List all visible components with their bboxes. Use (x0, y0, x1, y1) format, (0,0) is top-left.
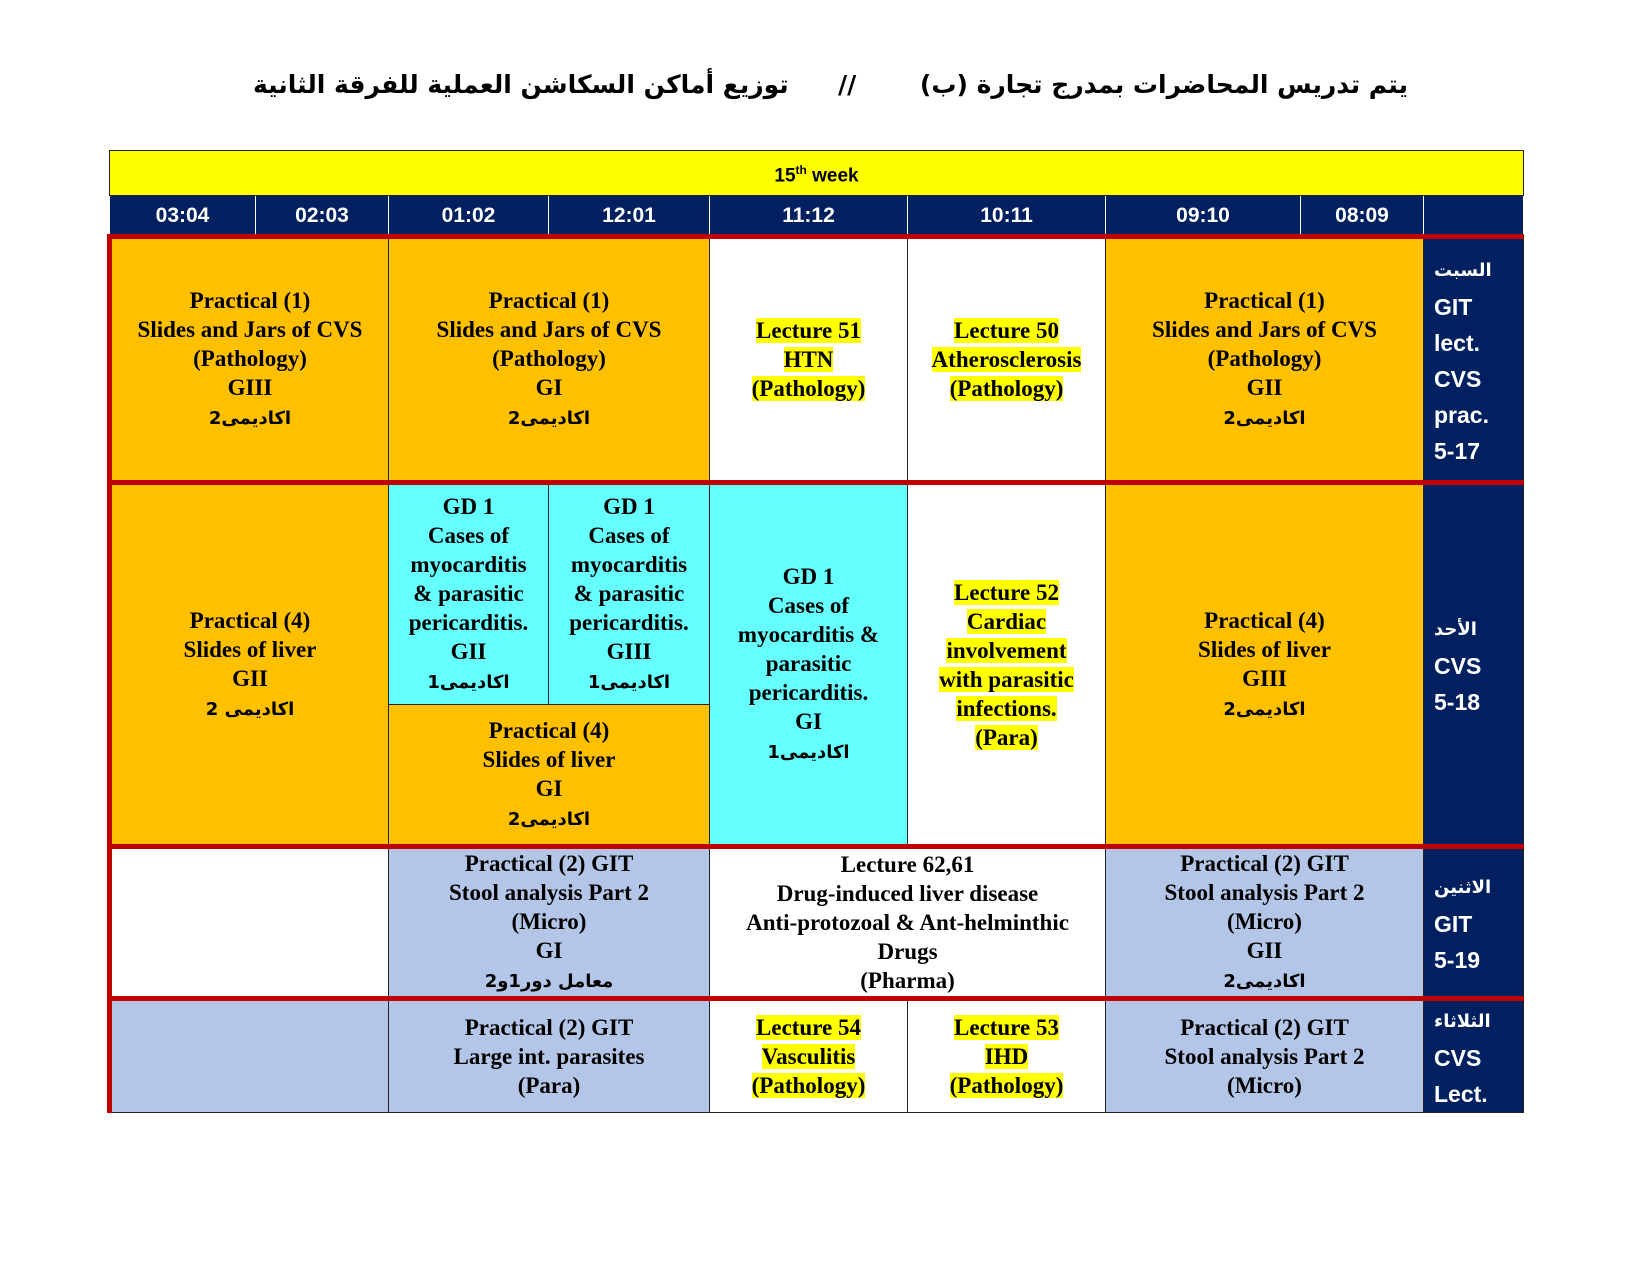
day-header-blank (1424, 196, 1524, 237)
group-discussion-cell: GD 1 Cases of myocarditis & parasitic pericarditis. GII اكاديمى1 (389, 483, 549, 705)
lecture-cell: Lecture 50 Atherosclerosis (Pathology) (908, 237, 1106, 483)
time-slot: 02:03 (256, 196, 389, 237)
lecture-cell: Lecture 62,61 Drug-induced liver disease Anti-protozoal & Ant-helminthic Drugs (Pharma) (710, 847, 1106, 999)
monday-row (110, 847, 1524, 999)
lecture-cell: Lecture 51 HTN (Pathology) (710, 237, 908, 483)
lectures-location-title: يتم تدريس المحاضرات بمدرج تجارة (ب) (919, 70, 1408, 99)
session-cell: Practical (4) Slides of liver GII اكاديمى 2 (110, 483, 389, 847)
lecture-cell: Lecture 54 Vasculitis (Pathology) (710, 999, 908, 1113)
session-cell: Practical (1) Slides and Jars of CVS (Pathology) GII اكاديمى2 (1106, 237, 1424, 483)
day-label-tuesday: الثلاثاء CVS Lect. (1424, 999, 1524, 1113)
tuesday-row (110, 999, 1524, 1113)
time-slot: 03:04 (110, 196, 256, 237)
saturday-row (110, 237, 1524, 483)
group-discussion-cell: GD 1 Cases of myocarditis & parasitic pericarditis. GIII اكاديمى1 (549, 483, 710, 705)
time-slot: 01:02 (389, 196, 549, 237)
time-slot: 10:11 (908, 196, 1106, 237)
time-slot: 09:10 (1106, 196, 1301, 237)
day-label-sunday: الأحد CVS 5-18 (1424, 483, 1524, 847)
group-discussion-cell: GD 1 Cases of myocarditis & parasitic pericarditis. GI اكاديمى1 (710, 483, 908, 847)
empty-cell (110, 999, 389, 1113)
page-header (0, 70, 1650, 120)
session-cell: Practical (1) Slides and Jars of CVS (Pathology) GIII اكاديمى2 (110, 237, 389, 483)
time-slots-row (110, 196, 1524, 237)
session-cell: Practical (2) GIT Stool analysis Part 2 (Micro) GI معامل دور1و2 (389, 847, 710, 999)
lecture-cell: Lecture 53 IHD (Pathology) (908, 999, 1106, 1113)
day-label-saturday: السبت GIT lect. CVS prac. 5-17 (1424, 237, 1524, 483)
day-label-monday: الاثنين GIT 5-19 (1424, 847, 1524, 999)
empty-cell (110, 847, 389, 999)
title-separator: // (838, 70, 857, 99)
session-cell: Practical (2) GIT Stool analysis Part 2 (Micro) GII اكاديمى2 (1106, 847, 1424, 999)
time-slot: 12:01 (549, 196, 710, 237)
session-cell: Practical (4) Slides of liver GIII اكاديمى2 (1106, 483, 1424, 847)
session-cell: Practical (1) Slides and Jars of CVS (Pathology) GI اكاديمى2 (389, 237, 710, 483)
time-slot: 11:12 (710, 196, 908, 237)
week-label: 15th week (110, 151, 1524, 196)
time-slot: 08:09 (1301, 196, 1424, 237)
week-row (110, 151, 1524, 196)
lecture-cell: Lecture 52 Cardiac involvement with parasitic infections. (Para) (908, 483, 1106, 847)
session-cell: Practical (2) GIT Stool analysis Part 2 (Micro) (1106, 999, 1424, 1113)
session-cell: Practical (2) GIT Large int. parasites (Para) (389, 999, 710, 1113)
sections-distribution-title: توزيع أماكن السكاشن العملية للفرقة الثانية (253, 70, 789, 99)
session-cell: Practical (4) Slides of liver GI اكاديمى2 (389, 705, 710, 847)
sunday-row (110, 483, 1524, 705)
schedule-table (107, 150, 1524, 1113)
